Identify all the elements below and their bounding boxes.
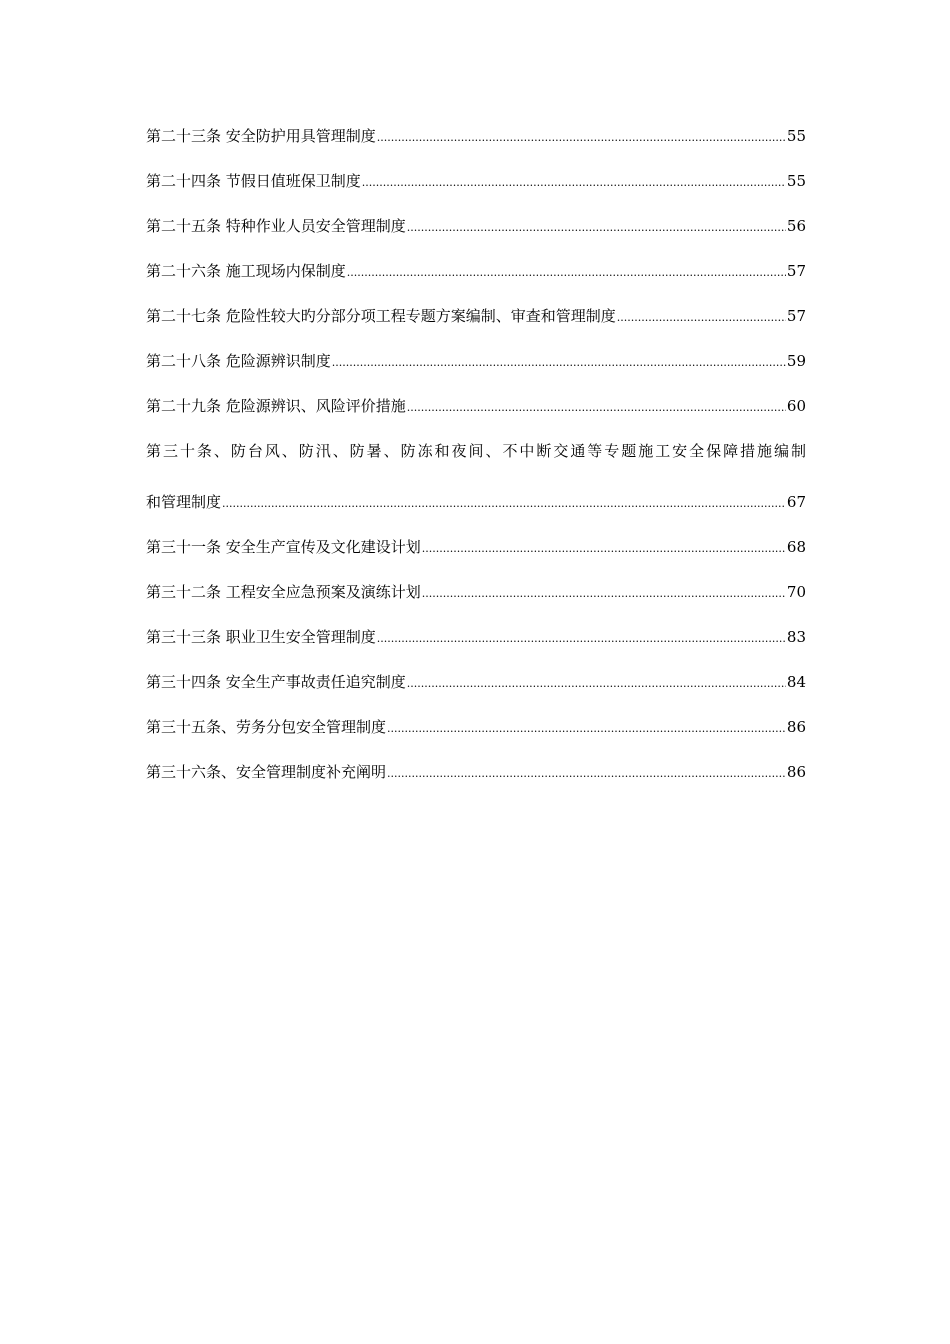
toc-entry-page: 84 [786, 673, 806, 691]
toc-entry-title: 第三十四条 安全生产事故责任追究制度 [146, 673, 406, 691]
toc-entry-page: 59 [786, 352, 806, 370]
toc-entry-title: 第三十五条、劳务分包安全管理制度 [146, 718, 387, 736]
toc-entry-page: 60 [786, 397, 806, 415]
toc-entry-title: 第二十五条 特种作业人员安全管理制度 [146, 217, 406, 235]
toc-entry-page: 56 [786, 217, 806, 235]
toc-entry-title: 第三十三条 职业卫生安全管理制度 [146, 628, 376, 646]
toc-dot-leader [407, 394, 786, 422]
toc-entry-page: 57 [786, 307, 806, 325]
toc-entry-title: 第二十八条 危险源辨识制度 [146, 352, 331, 370]
toc-entry-page: 55 [786, 127, 806, 145]
toc-entry-page: 57 [786, 262, 806, 280]
toc-entry-34[interactable] [146, 668, 806, 713]
toc-entry-page: 70 [786, 583, 806, 601]
toc-entry-page: 86 [786, 763, 806, 781]
toc-dot-leader [332, 349, 786, 377]
toc-dot-leader [422, 535, 786, 563]
toc-entry-26[interactable] [146, 257, 806, 302]
toc-dot-leader [377, 625, 786, 653]
toc-entry-page: 67 [786, 493, 806, 511]
toc-entry-page: 68 [786, 538, 806, 556]
toc-dot-leader [362, 169, 786, 197]
toc-entry-title: 第三十二条 工程安全应急预案及演练计划 [146, 583, 421, 601]
toc-entry-29[interactable] [146, 392, 806, 437]
toc-dot-leader [222, 490, 786, 518]
toc-dot-leader [422, 580, 786, 608]
toc-entry-title: 第二十四条 节假日值班保卫制度 [146, 172, 361, 190]
toc-entry-36[interactable] [146, 758, 806, 803]
toc-entry-27[interactable] [146, 302, 806, 347]
toc-entry-title: 第三十条、防台风、防汛、防暑、防冻和夜间、不中断交通等专题施工安全保障措施编制 [146, 442, 806, 460]
toc-entry-32[interactable] [146, 578, 806, 623]
toc-dot-leader [617, 304, 786, 332]
toc-entry-page: 86 [786, 718, 806, 736]
toc-entry-30-line2[interactable] [146, 488, 806, 533]
toc-entry-31[interactable] [146, 533, 806, 578]
toc-entry-title: 第二十九条 危险源辨识、风险评价措施 [146, 397, 406, 415]
toc-dot-leader [387, 760, 786, 788]
toc-entry-24[interactable] [146, 167, 806, 212]
toc-entry-35[interactable] [146, 713, 806, 758]
toc-dot-leader [407, 214, 786, 242]
toc-entry-page: 83 [786, 628, 806, 646]
toc-entry-title: 第二十七条 危险性较大旳分部分项工程专题方案编制、审查和管理制度 [146, 307, 616, 325]
toc-dot-leader [407, 670, 786, 698]
toc-entry-25[interactable] [146, 212, 806, 257]
toc-dot-leader [347, 259, 786, 287]
toc-entry-title: 第二十六条 施工现场内保制度 [146, 262, 346, 280]
toc-entry-28[interactable] [146, 347, 806, 392]
toc-entry-30-line1[interactable] [146, 437, 806, 488]
table-of-contents [146, 122, 806, 803]
toc-entry-page: 55 [786, 172, 806, 190]
toc-dot-leader [377, 124, 786, 152]
toc-entry-title: 第三十六条、安全管理制度补充阐明 [146, 763, 387, 781]
toc-entry-title-continued: 和管理制度 [146, 493, 222, 511]
toc-entry-title: 第三十一条 安全生产宣传及文化建设计划 [146, 538, 421, 556]
toc-dot-leader [387, 715, 786, 743]
toc-entry-23[interactable] [146, 122, 806, 167]
toc-entry-title: 第二十三条 安全防护用具管理制度 [146, 127, 376, 145]
toc-entry-33[interactable] [146, 623, 806, 668]
